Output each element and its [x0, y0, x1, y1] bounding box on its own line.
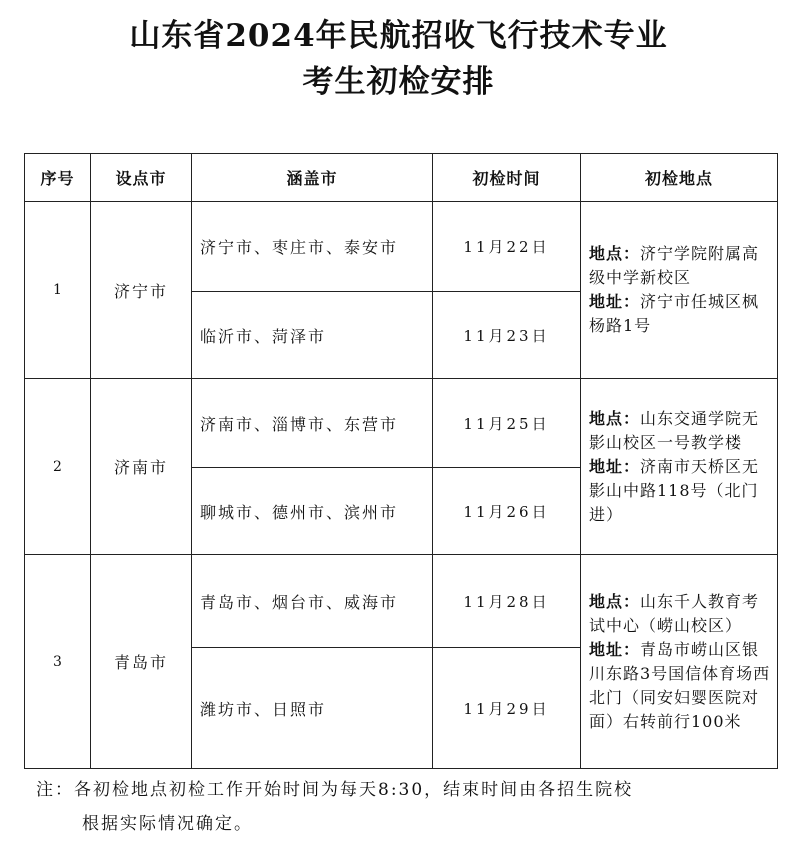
covered-cities: 济宁市、枣庄市、泰安市: [192, 202, 433, 292]
address-text: 青岛市崂山区银川东路3号国信体育场西北门（同安妇婴医院对面）右转前行100米: [589, 639, 771, 731]
header-index: 序号: [25, 154, 91, 202]
location-address: [589, 290, 771, 338]
row-index: 1: [25, 202, 91, 379]
inspection-location: [581, 555, 778, 769]
covered-cities: 聊城市、德州市、滨州市: [192, 468, 433, 555]
address-label: 地址：: [589, 292, 641, 311]
header-inspection-location: 初检地点: [581, 154, 778, 202]
place-text: 山东千人教育考试中心（崂山校区）: [589, 591, 760, 635]
location-address: [589, 455, 771, 527]
table-row: [25, 555, 778, 648]
inspection-date: 11月25日: [433, 379, 581, 468]
document-title-line2: 考生初检安排: [302, 64, 495, 100]
place-label: 地点：: [589, 408, 641, 428]
document-title-line1: 山东省2024年民航招收飞行技术专业: [129, 18, 668, 54]
place-text: 济宁学院附属高级中学新校区: [589, 244, 760, 287]
site-city: 青岛市: [91, 555, 192, 769]
address-text: 济宁市任城区枫杨路1号: [589, 292, 760, 335]
inspection-location: [581, 202, 778, 379]
location-place: [589, 242, 771, 290]
location-address: [589, 638, 771, 734]
table-row: [25, 202, 778, 292]
place-label: 地点：: [589, 244, 641, 263]
address-label: 地址：: [589, 456, 641, 476]
header-covered-cities: 涵盖市: [192, 154, 433, 202]
place-text: 山东交通学院无影山校区一号教学楼: [589, 408, 760, 452]
covered-cities: 临沂市、菏泽市: [192, 292, 433, 379]
row-index: 3: [25, 555, 91, 769]
footnote-line2: 根据实际情况确定。: [82, 814, 253, 834]
address-label: 地址：: [589, 639, 641, 659]
location-place: [589, 407, 771, 455]
site-city: 济宁市: [91, 202, 192, 379]
inspection-date: 11月23日: [433, 292, 581, 379]
covered-cities: 济南市、淄博市、东营市: [192, 379, 433, 468]
inspection-date: 11月29日: [433, 648, 581, 769]
inspection-schedule-table: [24, 153, 778, 769]
inspection-date: 11月26日: [433, 468, 581, 555]
row-index: 2: [25, 379, 91, 555]
table-row: [25, 379, 778, 468]
covered-cities: 潍坊市、日照市: [192, 648, 433, 769]
table-header-row: [25, 154, 778, 202]
inspection-date: 11月22日: [433, 202, 581, 292]
location-place: [589, 590, 771, 638]
header-inspection-date: 初检时间: [433, 154, 581, 202]
inspection-location: [581, 379, 778, 555]
footnote: [36, 773, 776, 841]
footnote-line1: 注：各初检地点初检工作开始时间为每天8:30，结束时间由各招生院校: [36, 780, 634, 800]
covered-cities: 青岛市、烟台市、威海市: [192, 555, 433, 648]
address-text: 济南市天桥区无影山中路118号（北门进）: [589, 456, 760, 524]
inspection-date: 11月28日: [433, 555, 581, 648]
place-label: 地点：: [589, 591, 641, 611]
header-site-city: 设点市: [91, 154, 192, 202]
site-city: 济南市: [91, 379, 192, 555]
